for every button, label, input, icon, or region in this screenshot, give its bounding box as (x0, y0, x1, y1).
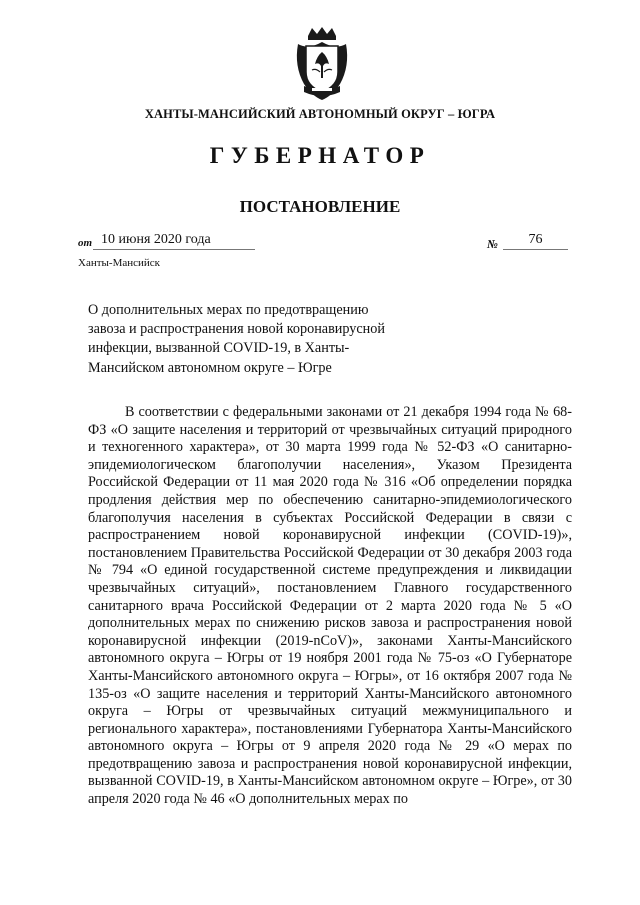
date-label: от (78, 237, 93, 249)
document-body (88, 404, 572, 809)
region-title: ХАНТЫ-МАНСИЙСКИЙ АВТОНОМНЫЙ ОКРУГ – ЮГРА (144, 107, 496, 121)
city-name: Ханты-Мансийск (78, 257, 161, 269)
document-date: 10 июня 2020 года (93, 232, 255, 250)
date-number-row (78, 232, 568, 254)
document-subject: О дополнительных мерах по предотвращению завоза и распространения новой коронавирусной инфекции, вызванной COVID-19, в Ханты-Мансийском автономном округе – Югре (88, 302, 385, 376)
authority-title: ГУБЕРНАТОР (209, 143, 431, 168)
body-paragraph: В соответствии с федеральными законами от 21 декабря 1994 года № 68-ФЗ «О защите населения и территорий от чрезвычайных ситуаций природного и техногенного характера», от 30 марта 1999 года № 52-ФЗ «О санитарно-эпидемиологическом благополучии населения», Указом Президента Российской Федерации от 11 мая 2020 года № 316 «Об определении порядка продления действия мер по обеспечению санитарно-эпидемиологического благополучия населения в субъектах Российской Федерации в связи с распространением новой коронавирусной инфекции (COVID-19)», постановлением Правительства Российской Федерации от 30 декабря 2003 года № 794 «О единой государственной системе предупреждения и ликвидации чрезвычайных ситуаций», постановлением Главного государственного санитарного врача Российской Федерации от 2 марта 2020 года № 5 «О дополнительных мерах по снижению рисков завоза и распространения новой коронавирусной инфекции (2019-nCoV)», законами Ханты-Мансийского автономного округа – Югры от 19 ноября 2001 года № 75-оз «О Губернаторе Ханты-Мансийского автономного округа – Югры», от 16 октября 2007 года № 135-оз «О защите населения и территорий Ханты-Мансийского автономного округа – Югры от чрезвычайных ситуаций межмуниципального и регионального характера», постановлениями Губернатора Ханты-Мансийского автономного округа – Югры от 9 апреля 2020 года № 29 «О мерах по предотвращению завоза и распространения новой коронавирусной инфекции, вызванной COVID-19, в Ханты-Мансийском автономном округе – Югре», от 30 апреля 2020 года № 46 «О дополнительных мерах по (88, 404, 572, 808)
coat-of-arms-icon (290, 26, 354, 102)
document-type-title: ПОСТАНОВЛЕНИЕ (239, 197, 401, 216)
number-label: № (487, 237, 498, 251)
document-number: 76 (503, 232, 568, 250)
